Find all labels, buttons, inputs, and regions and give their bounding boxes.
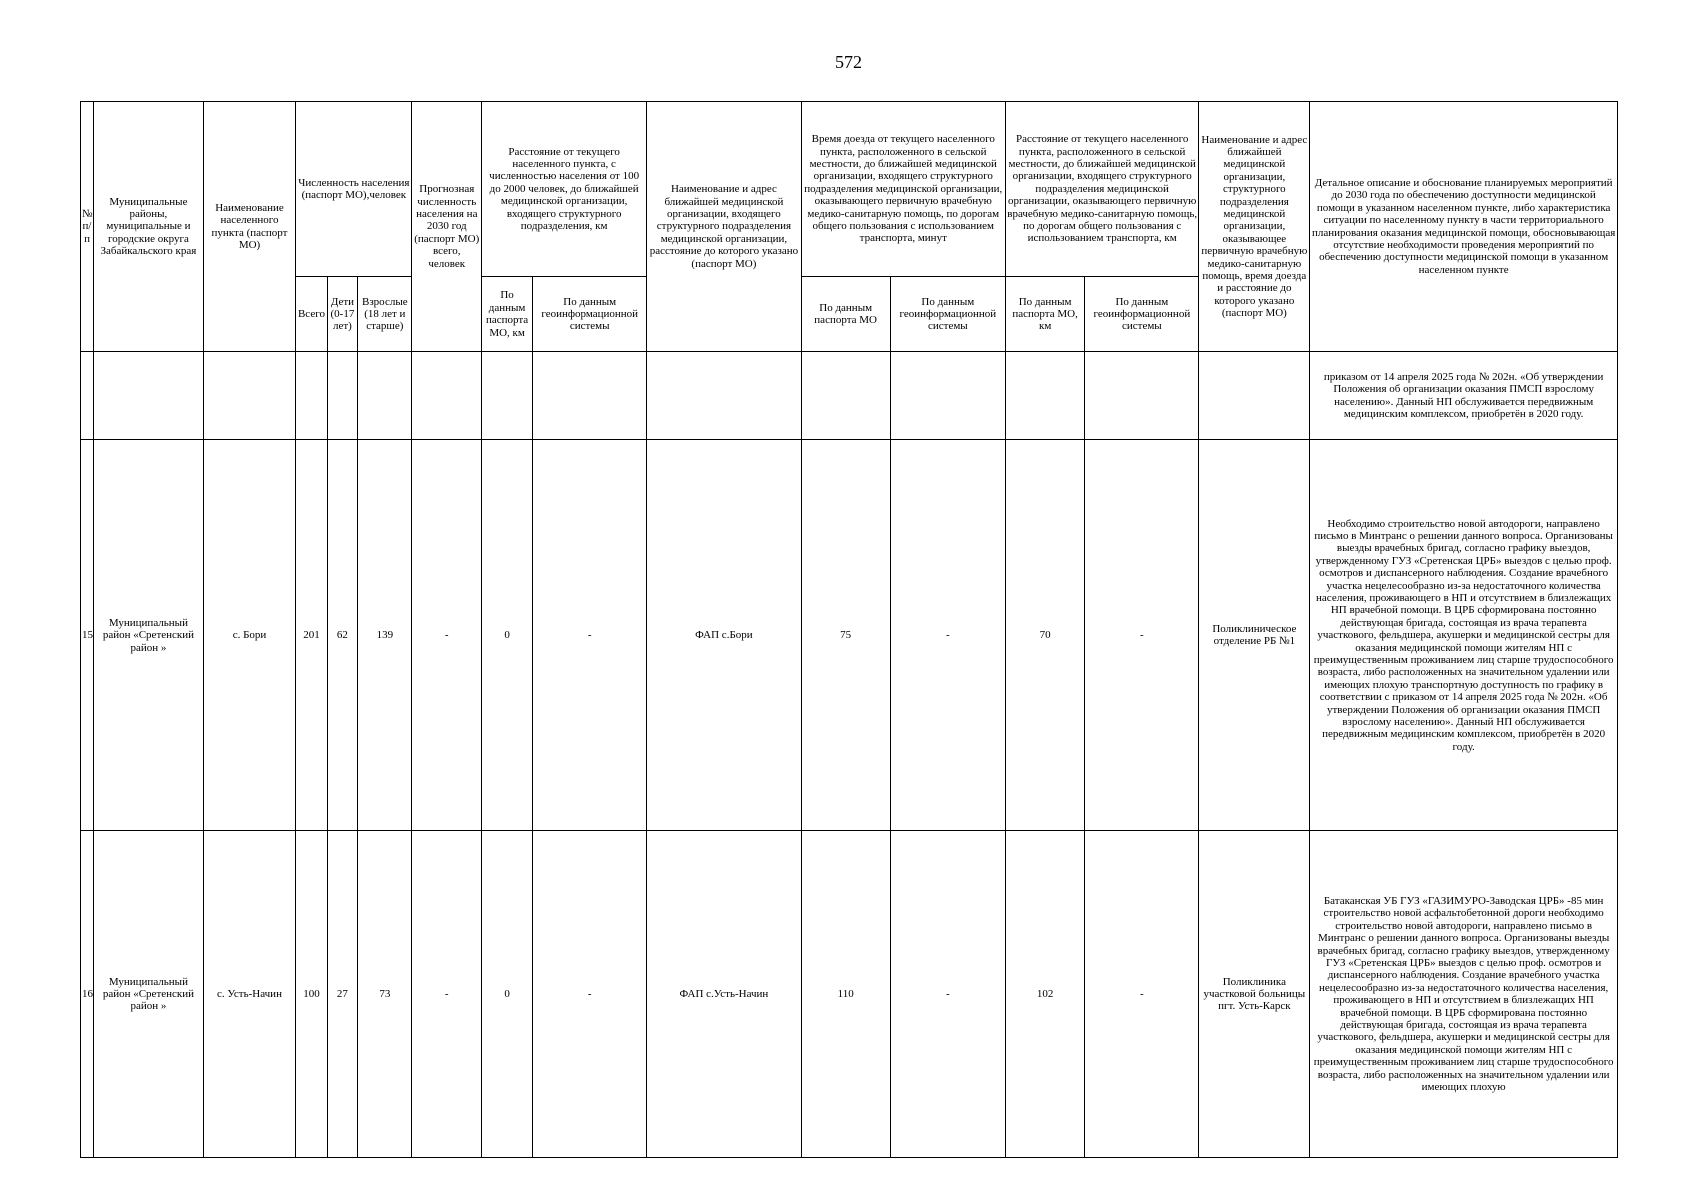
row-nearest-org: ФАП с.Усть-Начин [647,831,801,1158]
row-nearest-primary: Поликлиника участковой больницы пгт. Усть-Карск [1199,831,1310,1158]
header-population: Численность населения (паспорт МО),человек [296,102,412,277]
row-children: 27 [327,831,357,1158]
header-time-geo: По данным геоинформационной системы [890,277,1005,352]
row-settlement: с. Бори [203,440,295,831]
header-nearest-org: Наименование и адрес ближайшей медицинской организации, входящего структурного подразделения медицинской организации, расстояние до которого указано (паспорт МО) [647,102,801,352]
row-dist2-passport: 70 [1005,440,1084,831]
header-forecast: Прогнозная численность населения на 2030 год (паспорт МО) всего, человек [412,102,482,352]
row-description: Необходимо строительство новой автодороги, направлено письмо в Минтранс о решении данного вопроса. Организованы выезды врачебных бригад, согласно графику выездов, утвержденному ГУЗ «Сретенская ЦРБ» выездов с целью проф. осмотров и диспансерного наблюдения. Создание врачебного участка нецелесообразно из-за недостаточного количества населения, проживающего в НП и отсутствием в близлежащих НП врачебной помощи. В ЦРБ сформирована постоянно действующая бригада, состоящая из врача терапевта участкового, фельдшера, акушерки и медицинской сестры для оказания медицинской помощи жителям НП с преимущественным проживанием лиц старше трудоспособного возраста, либо расположенных на значительном удалении или имеющих плохую транспортную доступность по графику в соответствии с приказом от 14 апреля 2025 года № 202н. «Об утверждении Положения об организации оказания ПМСП взрослому населению». Данный НП обслуживается передвижным медицинским комплексом, приобретён в 2020 году. [1310,440,1618,831]
settlements-table [80,101,1618,1158]
row-total: 201 [296,440,328,831]
row-forecast: - [412,440,482,831]
header-district: Муниципальные районы, муниципальные и городские округа Забайкальского края [94,102,204,352]
header-description: Детальное описание и обоснование планируемых мероприятий до 2030 года по обеспечению доступности медицинской помощи в указанном населенном пункте, либо характеристика ситуации по населенному пункту в части территориального планирования оказания медицинской помощи, обосновывающая отсутствие необходимости проведения мероприятий по обеспечению доступности медицинской помощи в указанном населенном пункте [1310,102,1618,352]
header-pop-total: Всего [296,277,328,352]
row-dist2-passport: 102 [1005,831,1084,1158]
row-dist-passport: 0 [482,831,533,1158]
header-num: № п/п [81,102,94,352]
header-nearest-primary: Наименование и адрес ближайшей медицинской организации, структурного подразделения медицинской организации, оказывающее первичную врачебную медико-санитарную помощь, время доезда и расстояние до которого указано (паспорт МО) [1199,102,1310,352]
row-time-geo: - [890,440,1005,831]
header-settlement: Наименование населенного пункта (паспорт МО) [203,102,295,352]
header-dist-geo: По данным геоинформационной системы [533,277,647,352]
row-settlement: с. Усть-Начин [203,831,295,1158]
header-dist-passport: По данным паспорта МО, км [482,277,533,352]
row-dist2-geo: - [1085,440,1199,831]
header-distance-rural: Расстояние от текущего населенного пункта, расположенного в сельской местности, до ближайшей медицинской организации, входящего структурного подразделения медицинской организации, оказывающего первичную врачебную медико-санитарную помощь, по дорогам общего пользования с использованием транспорта, км [1005,102,1198,277]
row-district: Муниципальный район «Сретенский район » [94,440,204,831]
row-time-passport: 110 [801,831,890,1158]
page-number: 572 [835,52,862,72]
header-time-passport: По данным паспорта МО [801,277,890,352]
row-adults: 139 [358,440,412,831]
row-forecast: - [412,831,482,1158]
row-district: Муниципальный район «Сретенский район » [94,831,204,1158]
row-dist2-geo: - [1085,831,1199,1158]
table-row [81,440,1618,831]
row-time-geo: - [890,831,1005,1158]
row-dist-geo: - [533,440,647,831]
table-row-continuation [81,352,1618,440]
header-travel-time: Время доезда от текущего населенного пункта, расположенного в сельской местности, до ближайшей медицинской организации, входящего структурного подразделения медицинской организации, оказывающего первичную врачебную медико-санитарную помощь, по дорогам общего пользования с использованием транспорта, минут [801,102,1005,277]
row-num: 15 [81,440,94,831]
row-children: 62 [327,440,357,831]
header-distance-100-2000: Расстояние от текущего населенного пункта, с численностью населения от 100 до 2000 человек, до ближайшей медицинской организации, входящего структурного подразделения, км [482,102,647,277]
row-num: 16 [81,831,94,1158]
table-row [81,831,1618,1158]
row-time-passport: 75 [801,440,890,831]
header-dist2-geo: По данным геоинформационной системы [1085,277,1199,352]
header-dist2-passport: По данным паспорта МО, км [1005,277,1084,352]
continuation-description: приказом от 14 апреля 2025 года № 202н. «Об утверждении Положения об организации оказания ПМСП взрослому населению». Данный НП обслуживается передвижным медицинским комплексом, приобретён в 2020 году. [1310,352,1618,440]
row-nearest-org: ФАП с.Бори [647,440,801,831]
row-total: 100 [296,831,328,1158]
row-nearest-primary: Поликлиническое отделение РБ №1 [1199,440,1310,831]
row-adults: 73 [358,831,412,1158]
row-description: Батаканская УБ ГУЗ «ГАЗИМУРО-Заводская ЦРБ» -85 мин строительство новой асфальтобетонной дороги необходимо строительство новой автодороги, направлено письмо в Минтранс о решении данного вопроса. Организованы выезды врачебных бригад, согласно графику выездов, утвержденному ГУЗ «Сретенская ЦРБ» выездов с целью проф. осмотров и диспансерного наблюдения. Создание врачебного участка нецелесообразно из-за недостаточного количества населения, проживающего в НП и отсутствием в близлежащих НП врачебной помощи. В ЦРБ сформирована постоянно действующая бригада, состоящая из врача терапевта участкового, фельдшера, акушерки и медицинской сестры для оказания медицинской помощи жителям НП с преимущественным проживанием лиц старше трудоспособного возраста, либо расположенных на значительном удалении или имеющих плохую [1310,831,1618,1158]
header-pop-adults: Взрослые (18 лет и старше) [358,277,412,352]
row-dist-geo: - [533,831,647,1158]
header-pop-children: Дети (0-17 лет) [327,277,357,352]
row-dist-passport: 0 [482,440,533,831]
